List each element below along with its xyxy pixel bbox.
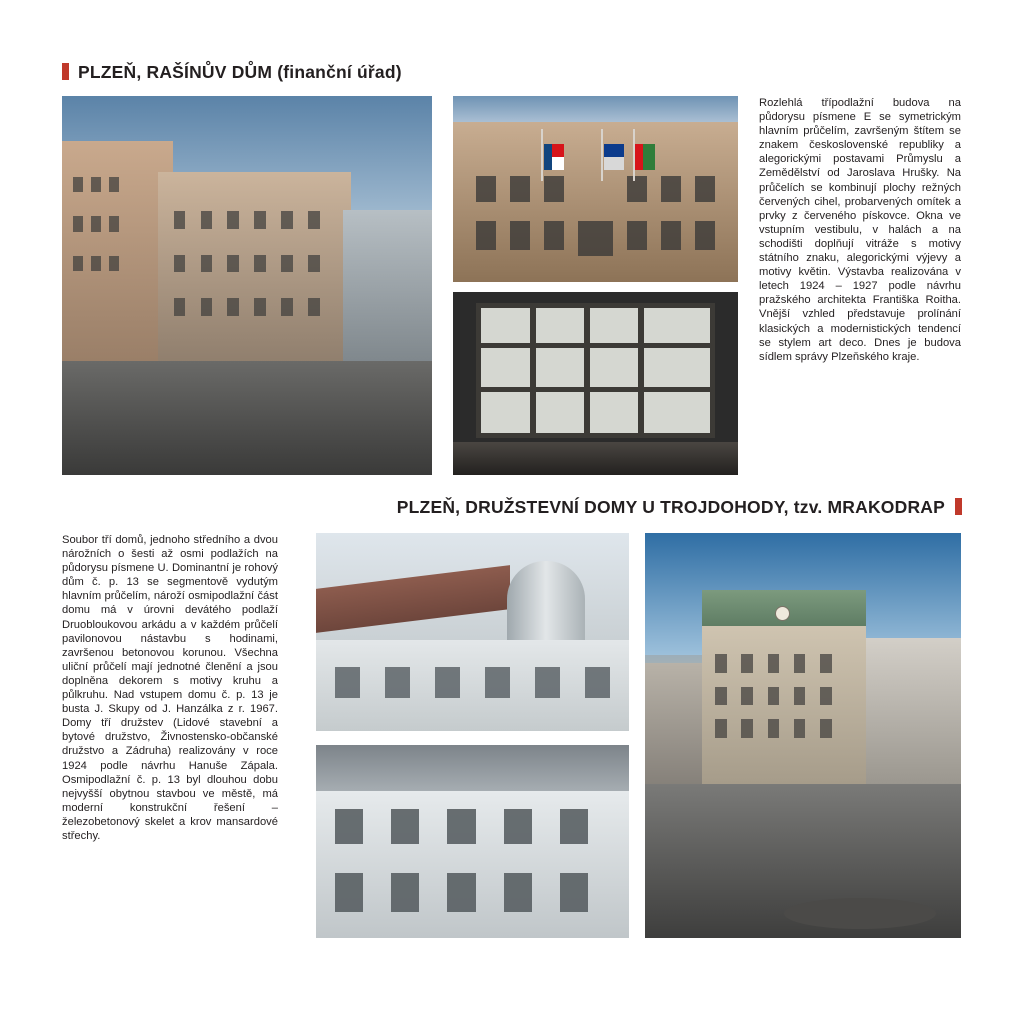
section-1-title-main: PLZEŇ, RAŠÍNŮV DŮM (78, 62, 273, 82)
section-1-heading (62, 62, 762, 83)
section-2-body-text: Soubor tří domů, jednoho středního a dvou nárožních o šesti až osmi podlažích na půdorysu písmene U. Dominantní je rohový dům č. p. 13 se segmentově vydutým hlavním průčelím, nároží osmipodlažní část domu má v úrovni devátého podlaží Druobloukovou arkádu a v každém průčelí pavilonovou nástavbu s hodinami, završenou betonovou korunou. Všechna uliční průčelí mají jednotné členění a jsou doplněna dekorem s motivy kruhu a půlkruhu. Nad vstupem domu č. p. 13 je busta J. Skupy od J. Hanzálka z r. 1967. Domy tří družstev (Lidové stavební a bytové družstvo, Živnostensko-občanské družstvo a Zádruha) realizovány v roce 1924 podle návrhu Hanuše Zápala. Osmipodlažní č. p. 13 byl dlouhou dobu nejvyšší obytnou stavbou ve městě, má moderní konstrukční řešení – železobetonový skelet a krov mansardové střechy. (62, 534, 278, 842)
accent-bar-icon (62, 63, 69, 80)
photo-traffic-island (784, 898, 936, 929)
photo-street-rasin (62, 96, 432, 475)
photo-roof-area (316, 745, 629, 795)
section-1-title-paren: (finanční úřad) (277, 62, 402, 82)
flagpole (541, 129, 543, 181)
photo-road-area (62, 361, 432, 475)
photo-building-left (62, 141, 173, 361)
photo-facade-flags (453, 96, 738, 282)
clock-icon (775, 606, 790, 621)
flag-czech-icon (544, 144, 564, 170)
photo-building-left (645, 663, 708, 785)
window-base (453, 442, 738, 475)
photo-wall-area (316, 640, 629, 731)
flag-eu-icon (604, 144, 624, 170)
photo-building-right (343, 210, 432, 369)
photo-corner-building (645, 533, 961, 938)
photo-building-main (158, 172, 350, 369)
photo-wall-area (316, 791, 629, 938)
photo-facade-detail (316, 745, 629, 938)
flag-region-icon (635, 144, 655, 170)
photo-facade-body (453, 122, 738, 282)
accent-bar-icon (955, 498, 962, 515)
window-frame (476, 303, 715, 438)
section-2-title-main: PLZEŇ, DRUŽSTEVNÍ DOMY U TROJDOHODY, tzv. MRAKODRAP (396, 497, 945, 517)
photo-roof-area (316, 565, 510, 632)
section-2-heading (397, 497, 962, 518)
photo-window-glass (453, 292, 738, 475)
flagpole (601, 129, 603, 181)
section-1-body-text: Rozlehlá třípodlažní budova na půdorysu písmene E se symetrickým hlavním průčelím, završeným štítem se znakem československé republiky a alegorickými postavami Průmyslu a Zemědělství od Jaroslava Hrušky. Na průčelích se kombinují plochy režných červených cihel, probarvených omítek a prvky z červeného pískovce. Okna ve vstupním vestibulu, v halách a na schodišti doplňují vitráže s motivy státního znaku, alegorickými výjevy a motivy květin. Výstavba realizována v letech 1924 – 1927 podle návrhu pražského architekta Františka Roitha. Vnější vzhled představuje prolínání klasických a modernistických tendencí se stylem art deco. Dnes je budova sídlem správy Plzeňského kraje. (759, 97, 961, 363)
photo-street-area (645, 784, 961, 938)
flagpole (633, 129, 635, 181)
photo-roof-turret (316, 533, 629, 731)
photo-building-right (866, 638, 961, 784)
